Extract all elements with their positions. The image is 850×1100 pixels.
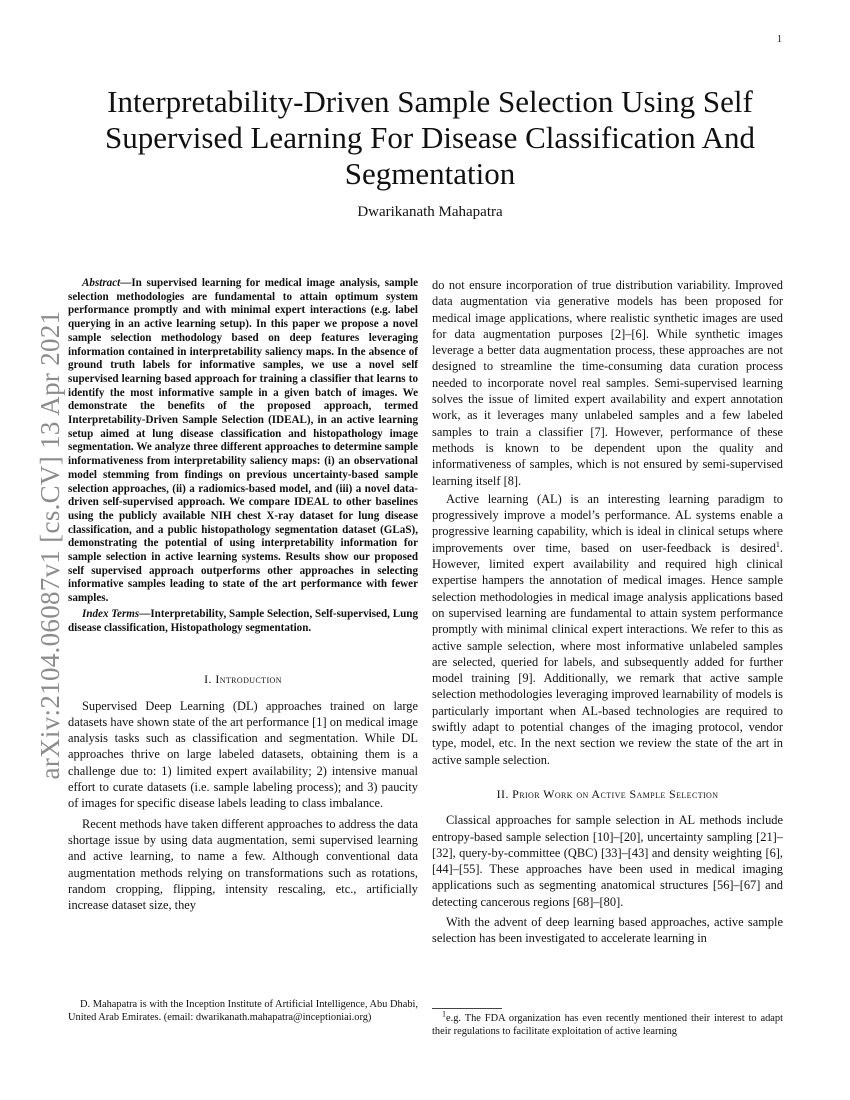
intro-paragraph-4 bbox=[432, 491, 783, 768]
al-paragraph-part-a: Active learning (AL) is an interesting learning paradigm to progressively improve a model’s performance. AL systems enable a progressive learning capability, which is ideal in clinical setups where improvements over time, based on user-feedback is desired bbox=[432, 491, 783, 555]
page-number: 1 bbox=[777, 34, 782, 45]
al-paragraph-part-b: . However, limited expert availability and required high clinical expertise hampers the annotation of medical images. Hence sample selection methodologies in medical image analysis applications based on supervised learning are fundamental to attain system performance promptly with minimal clinical expert interactions. We refer to this as active sample selection, where most informative unlabeled samples are selected, queried for labels, and subsequently added for further model training [9]. Additionally, we remark that active sample selection methodologies leveraging improved learnability of models is particularly important when AL-based technologies are required to swiftly adapt to potential changes of the imaging protocol, vendor type, model, etc. In the next section we review the state of the art in active sample selection. bbox=[432, 540, 783, 767]
prior-work-paragraph-1: Classical approaches for sample selection in AL methods include entropy-based sample selection [10]–[20], uncertainty sampling [21]–[32], query-by-committee (QBC) [33]–[43] and density weighting [6], [44]–[55]. These approaches have been used in medical imaging applications such as segmenting anatomical structures [56]–[67] and detecting cancerous regions [68]–[80]. bbox=[432, 813, 783, 909]
author-name: Dwarikanath Mahapatra bbox=[357, 204, 503, 220]
index-terms bbox=[68, 608, 418, 635]
paper-title: Interpretability-Driven Sample Selection Using Self Supervised Learning For Disease Classification And Segmentation bbox=[104, 84, 756, 191]
abstract bbox=[68, 277, 418, 606]
intro-paragraph-3: do not ensure incorporation of true distribution variability. Improved data augmentation via generative models has been proposed for medical image applications, where realistic synthetic images are used for data augmentation purposes [2]–[6]. While synthetic images leverage a better data augmentation process, these approaches are not designed to streamline the time-consuming data curation process needed to incorporate novel real samples. Semi-supervised learning solves the issue of limited expert availability and expert annotation work, as it leverages many unlabeled samples and a few labeled samples to train a classifier [7]. However, performance of these methods is known to be dependent upon the quality and informativeness of samples, which is not ensured by semi-supervised learning itself [8]. bbox=[432, 278, 783, 488]
abstract-text: —In supervised learning for medical image analysis, sample selection methodologies are fundamental to attain optimum system performance promptly and with minimal expert interactions (e.g. label querying in an active learning setup). In this paper we propose a novel sample selection methodology based on deep features leveraging information contained in interpretability saliency maps. In the absence of ground truth labels for informative samples, we use a novel self supervised learning based approach for training a classifier that learns to identify the most informative sample in a given batch of images. We demonstrate the benefits of the proposed approach, termed Interpretability-Driven Sample Selection (IDEAL), in an active learning setup aimed at lung disease classification and histopathology image segmentation. We analyze three different approaches to determine sample informativeness from interpretability saliency maps: (i) an observational model stemming from findings on previous uncertainty-based sample selection approaches, (ii) a radiomics-based model, and (iii) a novel data-driven self-supervised approach. We compare IDEAL to other baselines using the publicly available NIH chest X-ray dataset for lung disease classification, and a public histopathology segmentation dataset (GLaS), demonstrating the potential of using interpretability information for sample selection in active learning systems. Results show our proposed self supervised approach outperforms other approaches in selecting informative samples leading to state of the art performance with fewer samples. bbox=[68, 277, 418, 605]
arxiv-stamp: arXiv:2104.06087v1 [cs.CV] 13 Apr 2021 bbox=[34, 310, 65, 780]
footnote-text: e.g. The FDA organization has even recently mentioned their interest to adapt their regulations to facilitate exploitation of active learning bbox=[432, 1013, 783, 1037]
right-column bbox=[432, 277, 783, 947]
section-numeral: I. bbox=[204, 672, 216, 687]
section-heading-prior-work bbox=[432, 786, 783, 802]
abstract-lead: Abstract bbox=[82, 277, 121, 289]
affiliation-footnote: D. Mahapatra is with the Inception Institute of Artificial Intelligence, Abu Dhabi, United Arab Emirates. (email: dwarikanath.mahapatra@inceptioniai.org) bbox=[68, 999, 418, 1023]
index-terms-lead: Index Terms bbox=[82, 607, 140, 620]
left-column bbox=[68, 277, 418, 913]
section-title: Prior Work on Active Sample Selection bbox=[512, 786, 719, 801]
prior-work-paragraph-2: With the advent of deep learning based approaches, active sample selection has been investigated to accelerate learning in bbox=[432, 914, 783, 946]
footnote-mark: 1 bbox=[775, 539, 780, 549]
intro-paragraph-2: Recent methods have taken different approaches to address the data shortage issue by using data augmentation, semi supervised learning and active learning, to name a few. Although conventional data augmentation methods relying on transformations such as rotations, random cropping, flipping, intensity rescaling, etc., artificially increase dataset size, they bbox=[68, 816, 418, 913]
footnote-mark: 1 bbox=[442, 1009, 446, 1019]
section-numeral: II. bbox=[496, 786, 513, 801]
section-title: Introduction bbox=[215, 672, 282, 687]
footnote-1 bbox=[432, 1009, 783, 1038]
index-terms-text: —Interpretability, Sample Selection, Self-supervised, Lung disease classification, Histopathology segmentation. bbox=[68, 607, 418, 634]
intro-paragraph-1: Supervised Deep Learning (DL) approaches trained on large datasets have shown state of the art performance [1] on medical image analysis tasks such as classification and segmentation. While DL approaches thrive on large labeled datasets, obtaining them is a challenge due to: 1) limited expert availability; 2) intensive manual effort to curate datasets (i.e. sample labeling process); and 3) paucity of images for specific disease labels leading to class imbalance. bbox=[68, 698, 418, 811]
section-heading-introduction bbox=[68, 671, 418, 687]
